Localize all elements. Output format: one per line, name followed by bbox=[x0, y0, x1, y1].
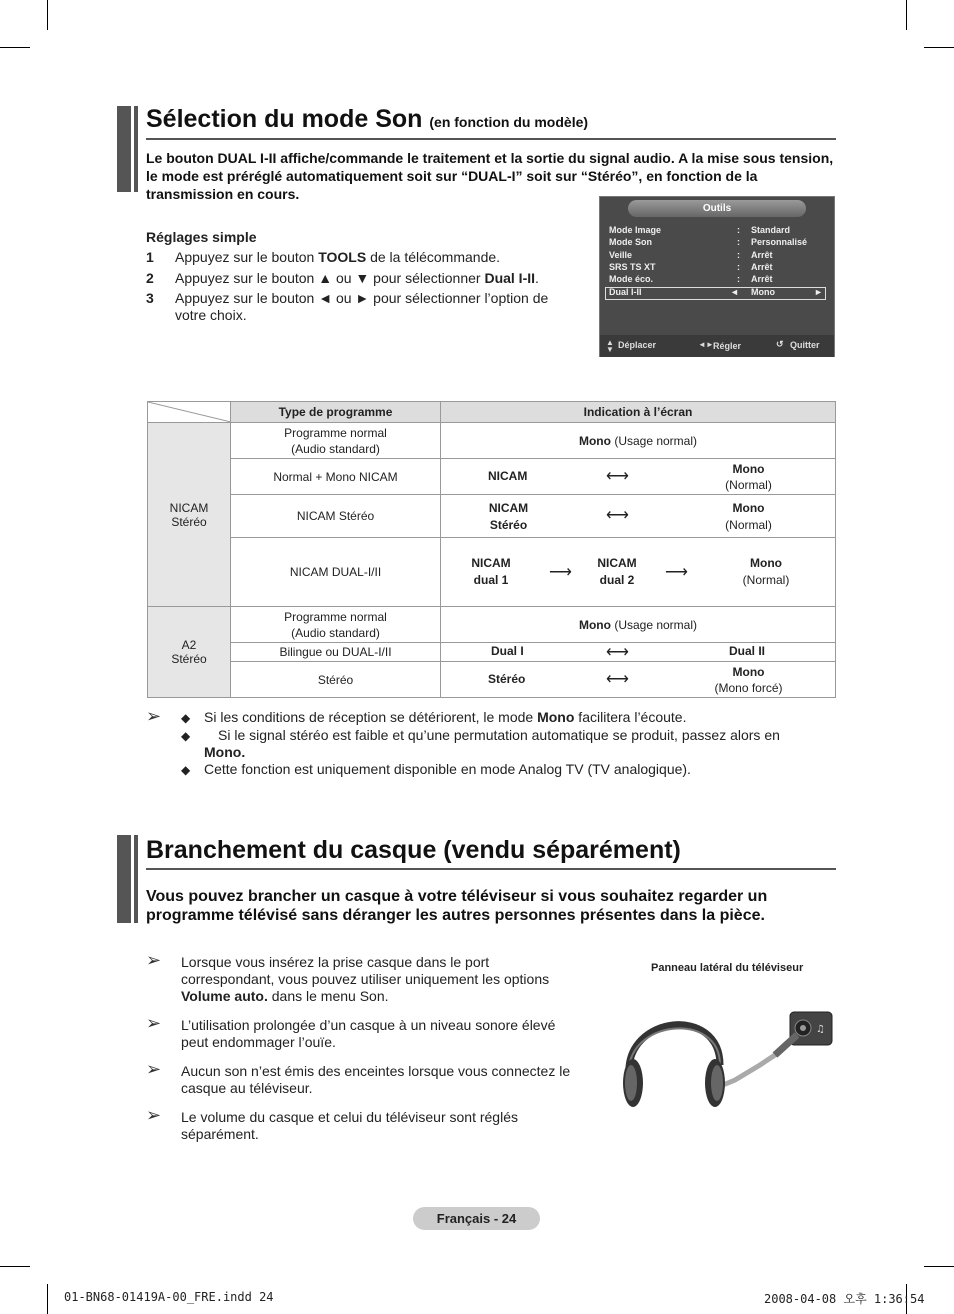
osd-row: Veille : Arrêt bbox=[609, 250, 773, 260]
tools-osd-menu bbox=[599, 196, 835, 357]
note-2: Si le signal stéréo est faible et qu’une permutation automatique se produit, passez alors en bbox=[218, 727, 780, 743]
headphone-note-1: Lorsque vous insérez la prise casque dans le port correspondant, vous pouvez utiliser uniquement les options Volume auto. dans le menu Son. bbox=[181, 954, 550, 1004]
section-bar bbox=[134, 835, 138, 923]
panel-label: Panneau latéral du téléviseur bbox=[651, 962, 804, 974]
section-bar bbox=[117, 106, 131, 192]
program-cell: Stéréo bbox=[231, 662, 441, 698]
program-cell: Bilingue ou DUAL-I/II bbox=[231, 643, 441, 662]
osd-move-label: Déplacer bbox=[618, 340, 657, 350]
group-nicam: NICAM Stéréo bbox=[148, 423, 231, 607]
right-arrow-icon: ⟶ bbox=[665, 564, 688, 581]
arrow-right-icon: ➢ bbox=[146, 1013, 162, 1033]
display-cell: Dual I ⟷ Dual II bbox=[441, 643, 836, 662]
section-bar bbox=[117, 835, 131, 923]
display-cell: NICAM ⟷ Mono (Normal) bbox=[441, 459, 836, 495]
crop-mark bbox=[0, 1266, 30, 1267]
osd-row: Mode éco. : Arrêt bbox=[609, 274, 773, 284]
headphone-note-2: L’utilisation prolongée d’un casque à un niveau sonore élevé peut endommager l’ouïe. bbox=[181, 1017, 556, 1050]
section-title bbox=[146, 105, 588, 134]
arrow-right-icon: ➢ bbox=[146, 706, 162, 726]
note-2-bold: Mono. bbox=[204, 744, 246, 760]
display-cell: NICAM Stéréo ⟷ Mono (Normal) bbox=[441, 495, 836, 538]
section-title: Branchement du casque (vendu séparément) bbox=[146, 836, 681, 864]
footer-date: 2008-04-08 오후 1:36:54 bbox=[764, 1292, 925, 1306]
right-arrow-icon: ► bbox=[814, 287, 823, 297]
crop-mark bbox=[0, 47, 30, 48]
step-text: de la télécommande. bbox=[366, 249, 501, 265]
headphone-note-4: Le volume du casque et celui du téléviseur sont réglés séparément. bbox=[181, 1109, 518, 1142]
crop-mark bbox=[47, 1284, 48, 1314]
program-cell: NICAM Stéréo bbox=[231, 495, 441, 538]
program-cell: Programme normal (Audio standard) bbox=[231, 423, 441, 459]
corner-cell bbox=[148, 402, 231, 423]
title-rule bbox=[146, 138, 836, 140]
osd-row: Mode Image : Standard bbox=[609, 225, 791, 235]
program-table bbox=[147, 401, 836, 698]
display-cell: Mono (Usage normal) bbox=[441, 423, 836, 459]
double-arrow-icon: ⟷ bbox=[606, 507, 629, 524]
step-text: . bbox=[535, 270, 539, 286]
step-number: 2 bbox=[146, 270, 154, 286]
osd-title: Outils bbox=[628, 200, 806, 217]
osd-quit-label: Quitter bbox=[790, 340, 820, 350]
step-keyword: Dual I-II bbox=[484, 270, 536, 286]
diamond-bullet-icon: ◆ bbox=[181, 763, 191, 777]
title-subtitle: (en fonction du modèle) bbox=[429, 114, 589, 130]
step-number: 3 bbox=[146, 290, 154, 306]
step-text: Appuyez sur le bouton bbox=[175, 249, 319, 265]
osd-adjust-label: Régler bbox=[713, 341, 742, 351]
section-intro: Vous pouvez brancher un casque à votre téléviseur si vous souhaitez regarder un programme télévisé sans déranger les autres personnes présentes dans la pièce. bbox=[146, 888, 768, 924]
easy-settings-heading: Réglages simple bbox=[146, 229, 257, 245]
right-arrow-icon: ⟶ bbox=[549, 564, 572, 581]
osd-row: SRS TS XT : Arrêt bbox=[609, 262, 773, 272]
section-intro: Le bouton DUAL I-II affiche/commande le traitement et la sortie du signal audio. A la mise sous tension, le mode est préréglé automatiquement soit sur “DUAL-I” soit sur “Stéréo”, en fonction de la transmission en cours. bbox=[146, 150, 834, 202]
svg-text:♫: ♫ bbox=[816, 1024, 825, 1035]
section-bar bbox=[134, 106, 138, 192]
osd-row-dual: Dual I-II ◄ Mono ► bbox=[609, 287, 823, 297]
arrow-right-icon: ➢ bbox=[146, 1059, 162, 1079]
arrow-right-icon: ➢ bbox=[146, 950, 162, 970]
program-cell: Programme normal (Audio standard) bbox=[231, 607, 441, 643]
footer-file: 01-BN68-01419A-00_FRE.indd 24 bbox=[64, 1290, 274, 1304]
diamond-bullet-icon: ◆ bbox=[181, 711, 191, 725]
diagonal-line bbox=[148, 402, 231, 422]
osd-row: Mode Son : Personnalisé bbox=[609, 237, 808, 247]
crop-mark bbox=[906, 0, 907, 30]
step-text: Appuyez sur le bouton ◄ ou ► pour sélectionner l’option de votre choix. bbox=[175, 290, 549, 323]
double-arrow-icon: ⟷ bbox=[606, 671, 629, 688]
crop-mark bbox=[924, 47, 954, 48]
arrow-right-icon: ➢ bbox=[146, 1105, 162, 1125]
header-program: Type de programme bbox=[231, 402, 441, 423]
note-3: Cette fonction est uniquement disponible en mode Analog TV (TV analogique). bbox=[204, 761, 691, 777]
title-text: Sélection du mode Son bbox=[146, 105, 423, 133]
double-arrow-icon: ⟷ bbox=[606, 468, 629, 485]
headphone-illustration bbox=[615, 1005, 840, 1115]
header-display: Indication à l’écran bbox=[441, 402, 836, 423]
display-cell: Mono (Usage normal) bbox=[441, 607, 836, 643]
program-cell: NICAM DUAL-I/II bbox=[231, 538, 441, 607]
step-text: Appuyez sur le bouton ▲ ou ▼ pour sélectionner bbox=[175, 270, 485, 286]
display-cell: NICAM dual 1 ⟶ NICAM dual 2 ⟶ Mono (Normal) bbox=[441, 538, 836, 607]
return-icon: ↺ bbox=[776, 339, 784, 349]
osd-footer bbox=[600, 335, 834, 357]
crop-mark bbox=[47, 0, 48, 30]
leftright-icon: ◄► bbox=[698, 340, 714, 349]
step-number: 1 bbox=[146, 249, 154, 265]
page-number-badge: Français - 24 bbox=[413, 1207, 540, 1230]
updown-icon: ▲ ▼ bbox=[606, 338, 614, 354]
crop-mark bbox=[924, 1266, 954, 1267]
display-cell: Stéréo ⟷ Mono (Mono forcé) bbox=[441, 662, 836, 698]
headphone-note-3: Aucun son n’est émis des enceintes lorsque vous connectez le casque au téléviseur. bbox=[181, 1063, 571, 1096]
left-arrow-icon: ◄ bbox=[730, 287, 739, 297]
group-a2: A2 Stéréo bbox=[148, 607, 231, 698]
title-rule bbox=[146, 868, 836, 870]
double-arrow-icon: ⟷ bbox=[606, 644, 629, 661]
step-keyword: TOOLS bbox=[318, 249, 367, 265]
program-cell: Normal + Mono NICAM bbox=[231, 459, 441, 495]
diamond-bullet-icon: ◆ bbox=[181, 729, 191, 743]
note-1: Si les conditions de réception se détériorent, le mode Mono facilitera l’écoute. bbox=[204, 709, 687, 725]
